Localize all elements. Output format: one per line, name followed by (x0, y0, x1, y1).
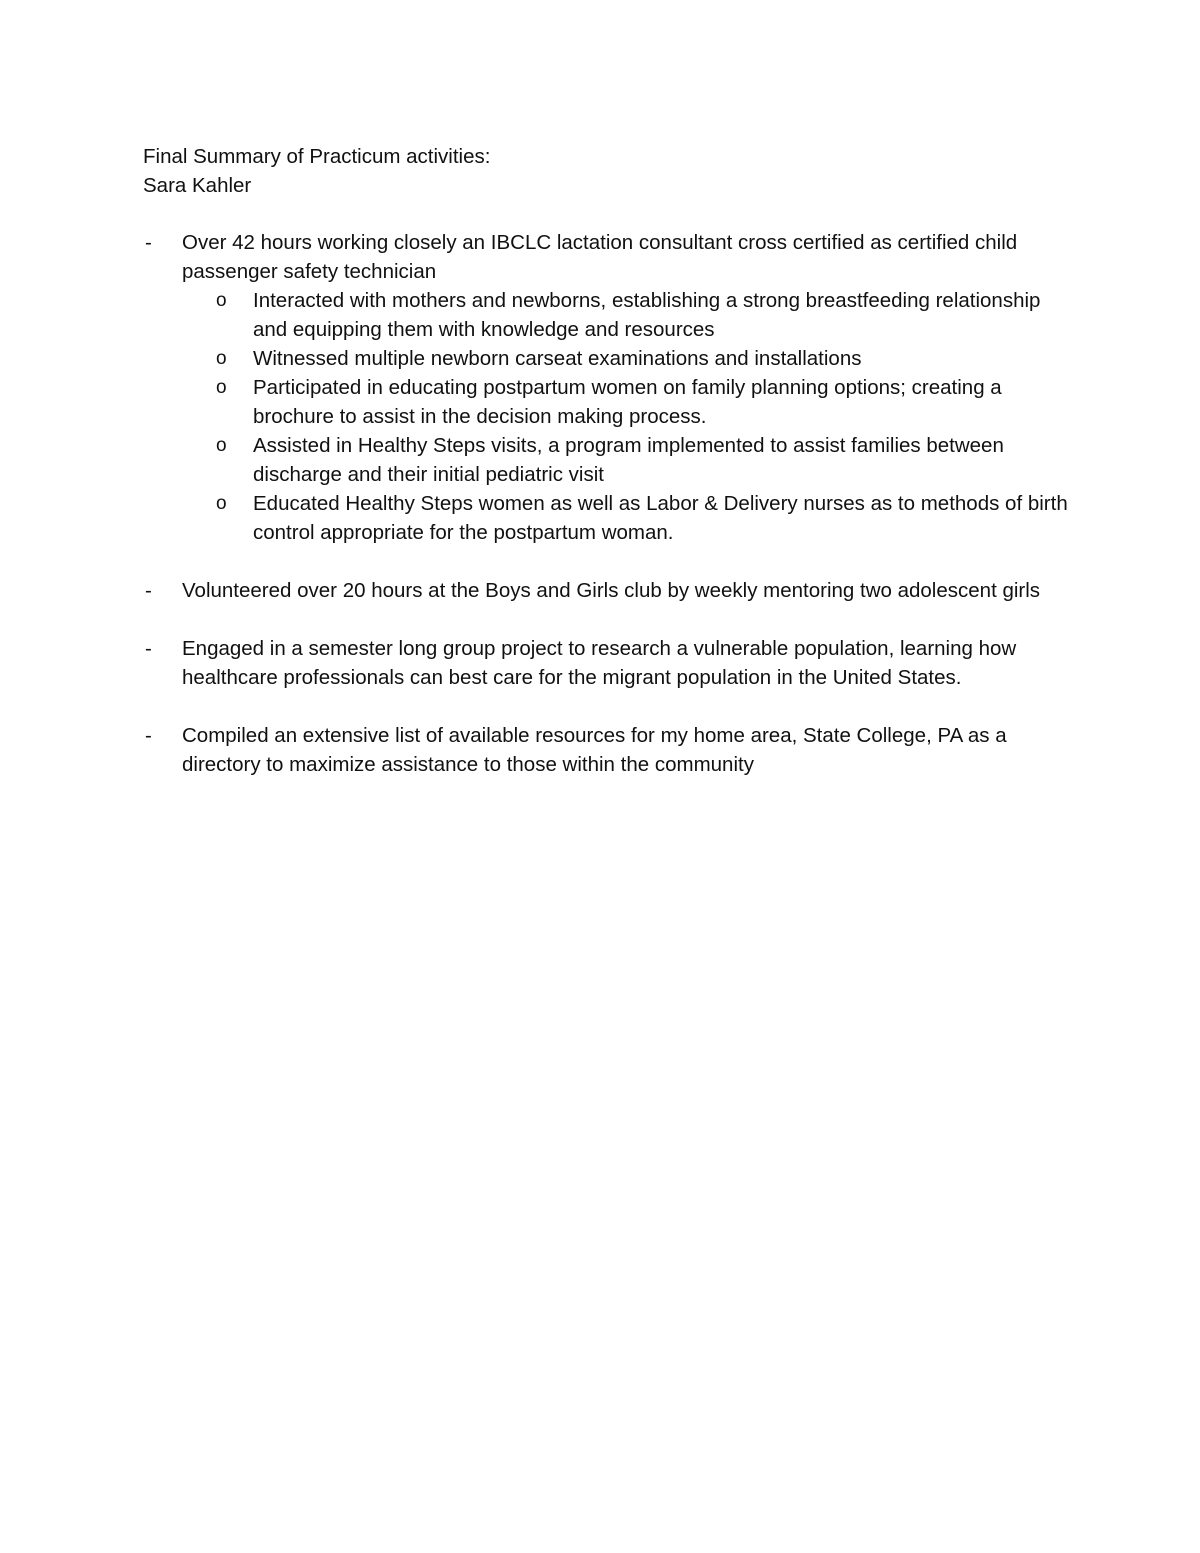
circle-bullet: o (216, 435, 227, 456)
list-item (143, 228, 1073, 547)
sub-list-item (182, 431, 1073, 489)
circle-bullet: o (216, 377, 227, 398)
sub-list-item-text: Witnessed multiple newborn carseat examinations and installations (253, 347, 862, 370)
dash-bullet: - (145, 579, 152, 602)
sub-list-item-text: Assisted in Healthy Steps visits, a program implemented to assist families between discharge and their initial pediatric visit (253, 434, 1004, 486)
list-item-text: Engaged in a semester long group project to research a vulnerable population, learning how healthcare professionals can best care for the migrant population in the United States. (182, 637, 1017, 689)
list-item (143, 634, 1073, 692)
document-heading (143, 142, 1063, 200)
dash-bullet: - (145, 724, 152, 747)
sub-list (182, 286, 1073, 547)
sub-list-item-text: Participated in educating postpartum women on family planning options; creating a brochure to assist in the decision making process. (253, 376, 1002, 428)
list-item-text: Over 42 hours working closely an IBCLC lactation consultant cross certified as certified child passenger safety technician (182, 231, 1018, 283)
list-item (143, 576, 1073, 605)
list-item-text: Compiled an extensive list of available resources for my home area, State College, PA as a directory to maximize assistance to those within the community (182, 724, 1007, 776)
list-item-text: Volunteered over 20 hours at the Boys and Girls club by weekly mentoring two adolescent girls (182, 579, 1041, 602)
list-item (143, 721, 1073, 779)
sub-list-item (182, 344, 1073, 373)
circle-bullet: o (216, 493, 227, 514)
circle-bullet: o (216, 290, 227, 311)
dash-bullet: - (145, 637, 152, 660)
sub-list-item (182, 286, 1073, 344)
circle-bullet: o (216, 348, 227, 369)
sub-list-item-text: Educated Healthy Steps women as well as Labor & Delivery nurses as to methods of birth control appropriate for the postpartum woman. (253, 492, 1068, 544)
sub-list-item-text: Interacted with mothers and newborns, establishing a strong breastfeeding relationship and equipping them with knowledge and resources (253, 289, 1041, 341)
activity-list (143, 228, 1073, 808)
sub-list-item (182, 373, 1073, 431)
dash-bullet: - (145, 231, 152, 254)
document-title: Final Summary of Practicum activities: (143, 145, 491, 168)
document-author: Sara Kahler (143, 174, 252, 197)
sub-list-item (182, 489, 1073, 547)
